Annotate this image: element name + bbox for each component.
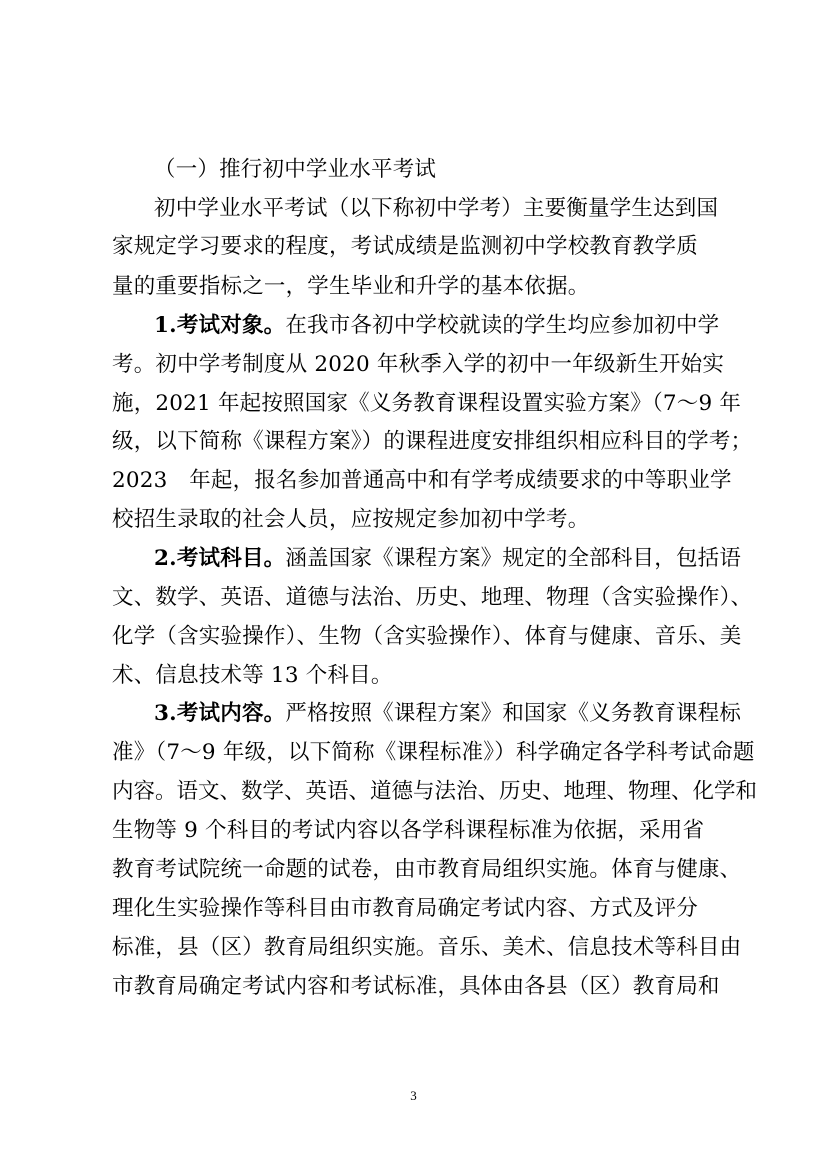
item3-title: 3.考试内容。	[154, 701, 286, 726]
item3-line-8: 市教育局确定考试内容和考试标准，具体由各县（区）教育局和	[112, 974, 720, 999]
item3-line-6: 理化生实验操作等科目由市教育局确定考试内容、方式及评分	[112, 896, 698, 921]
item1-line-3: 施，2021 年起按照国家《义务教育课程设置实验方案》（7～9 年	[112, 391, 742, 416]
item1-title: 1.考试对象。	[154, 313, 286, 338]
item3-line-5: 教育考试院统一命题的试卷，由市教育局组织实施。体育与健康、	[112, 857, 742, 882]
item2-paragraph	[154, 546, 741, 572]
item1-line-1: 在我市各初中学校就读的学生均应参加初中学	[285, 313, 720, 338]
item3-line-1: 严格按照《课程方案》和国家《义务教育课程标	[285, 701, 742, 726]
item3-line-2: 准》（7～9 年级，以下简称《课程标准》）科学确定各学科考试命题	[112, 740, 755, 765]
item2-line-3: 化学（含实验操作）、生物（含实验操作）、体育与健康、音乐、美	[112, 624, 742, 649]
page-number: 3	[410, 1088, 417, 1103]
item3-paragraph	[154, 701, 741, 727]
item1-line-4: 级，以下简称《课程方案》）的课程进度安排组织相应科目的学考；	[112, 429, 753, 454]
item1-line-5: 2023 年起，报名参加普通高中和有学考成绩要求的中等职业学	[112, 468, 732, 493]
item3-line-7: 标准，县（区）教育局组织实施。音乐、美术、信息技术等科目由	[112, 935, 742, 960]
intro-line-3: 量的重要指标之一，学生毕业和升学的基本依据。	[112, 274, 590, 299]
item1-line-2: 考。初中学考制度从 2020 年秋季入学的初中一年级新生开始实	[112, 352, 725, 377]
item1-line-6: 校招生录取的社会人员，应按规定参加初中学考。	[112, 507, 590, 532]
item1-paragraph	[154, 313, 719, 339]
item2-title: 2.考试科目。	[154, 546, 286, 571]
item3-line-3: 内容。语文、数学、英语、道德与法治、历史、地理、物理、化学和	[112, 779, 758, 804]
intro-line-1: 初中学业水平考试（以下称初中学考）主要衡量学生达到国	[154, 196, 719, 221]
item2-line-2: 文、数学、英语、道德与法治、历史、地理、物理（含实验操作）、	[112, 585, 753, 610]
item2-line-1: 涵盖国家《课程方案》规定的全部科目，包括语	[285, 546, 742, 571]
section-heading: （一）推行初中学业水平考试	[154, 157, 437, 182]
item2-line-4: 术、信息技术等 13 个科目。	[112, 663, 393, 688]
item3-line-4: 生物等 9 个科目的考试内容以各学科课程标准为依据，采用省	[112, 818, 705, 843]
intro-line-2: 家规定学习要求的程度，考试成绩是监测初中学校教育教学质	[112, 234, 698, 259]
